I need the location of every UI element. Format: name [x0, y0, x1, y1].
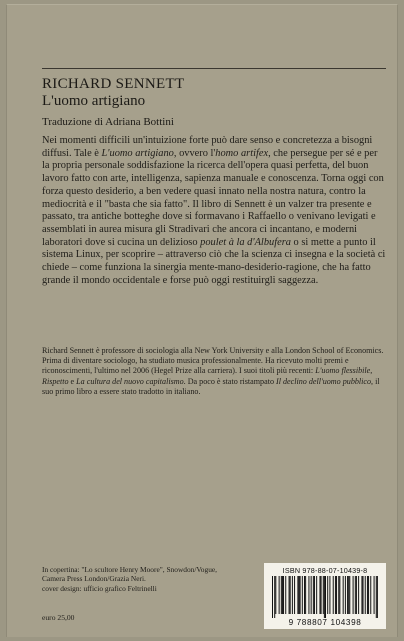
barcode-bar — [313, 576, 314, 614]
barcode-bar — [316, 576, 317, 614]
bio-segment: . Da poco è stato ristampato — [183, 376, 277, 386]
blurb-segment: L'uomo artigiano — [101, 147, 174, 159]
barcode-bar — [319, 576, 320, 614]
bio-segment: La cultura del nuovo capitalismo — [76, 376, 184, 386]
barcode-bar — [300, 576, 301, 614]
barcode-icon — [272, 576, 378, 618]
barcode-bar — [329, 576, 330, 614]
top-rule — [42, 68, 386, 69]
barcode-bar — [336, 576, 337, 614]
price-label: euro 25,00 — [42, 613, 75, 622]
barcode-bar — [376, 576, 377, 618]
barcode-bar — [339, 576, 340, 614]
blurb-segment: poulet à la d'Albufera — [200, 236, 291, 248]
barcode-bar — [314, 576, 315, 614]
bio-segment: Rispetto — [42, 376, 69, 386]
barcode-bar — [349, 576, 350, 614]
blurb-text — [42, 135, 387, 287]
barcode-bar — [333, 576, 334, 614]
barcode-bar — [367, 576, 368, 614]
barcode-bar — [347, 576, 348, 614]
barcode-bar — [297, 576, 298, 614]
barcode-bar — [282, 576, 283, 614]
barcode-bar — [305, 576, 306, 614]
bio-segment: , — [370, 366, 373, 376]
barcode-bar — [294, 576, 295, 614]
barcode-bar — [324, 576, 325, 618]
translator-credit: Traduzione di Adriana Bottini — [42, 116, 174, 128]
book-title: L'uomo artigiano — [42, 93, 146, 109]
bio-segment: e — [68, 376, 77, 386]
barcode-bar — [363, 576, 364, 614]
barcode-bar — [302, 576, 303, 614]
isbn-label: ISBN 978-88-07-10439-8 — [282, 566, 368, 575]
barcode-bar — [370, 576, 371, 614]
blurb-segment: homo artifex — [215, 147, 269, 159]
barcode-bar — [308, 576, 309, 614]
barcode-bar — [338, 576, 339, 614]
barcode-bar — [335, 576, 336, 614]
credit-line: In copertina: "Lo scultore Henry Moore", Snowdon/Vogue, — [42, 565, 218, 574]
barcode-bar — [281, 576, 282, 614]
barcode-bar — [272, 576, 273, 618]
barcode-bar — [279, 576, 280, 614]
credit-line: cover design: ufficio grafico Feltrinelli — [42, 583, 157, 593]
barcode-bar — [345, 576, 346, 614]
barcode-bar — [274, 576, 275, 618]
cover-credits — [42, 565, 272, 593]
barcode-bar — [358, 576, 359, 614]
barcode-bar — [299, 576, 300, 614]
isbn-barcode — [264, 563, 386, 629]
barcode-bar — [292, 576, 293, 614]
barcode-bar — [304, 576, 305, 614]
barcode-bar — [283, 576, 284, 614]
barcode-bar — [275, 576, 276, 614]
author-bio — [42, 346, 388, 397]
blurb-segment: , ovvero l' — [173, 147, 216, 159]
barcode-bar — [361, 576, 362, 614]
barcode-bar — [290, 576, 291, 614]
barcode-bar — [353, 576, 354, 614]
barcode-bar — [321, 576, 322, 614]
blurb-segment: , che persegue per sé e per la propria personale soddisfazione la ricerca dell'opera quasi perfetta, del buon lavoro fatto con arte, intelligenza, sapienza manuale e conoscenza. Torna oggi con forza questo desiderio, a ben vedere quasi innato nella nostra natura, contro la mediocrità e il "basta che sia fatto". Il libro di Sennett è un valzer tra presente e passato, tra antiche botteghe dove si formavano i Raffaello o venivano levigati e assemblati in aurea misura gli Stradivari che ancora ci incantano, e moderni laboratori dove si cucina un delizioso — [42, 147, 384, 248]
bio-segment: , il suo primo libro a essere stato tradotto in italiano. — [42, 376, 380, 396]
barcode-bar — [285, 576, 286, 614]
barcode-bar — [368, 576, 369, 614]
barcode-bar — [365, 576, 366, 614]
barcode-bar — [327, 576, 328, 614]
bio-segment: Il declino dell'uomo pubblico — [276, 376, 372, 386]
blurb-segment: Nei momenti difficili un'intuizione forte può dare senso e concretezza a bisogni diffusi. Tale è — [42, 135, 373, 159]
author-name: RICHARD SENNETT — [42, 76, 185, 92]
barcode-bar — [348, 576, 349, 614]
barcode-bar — [355, 576, 356, 614]
credit-line: Camera Press London/Grazia Neri. — [42, 574, 146, 584]
barcode-bar — [374, 576, 375, 614]
bio-segment: L'uomo flessibile — [315, 366, 371, 376]
barcode-bar — [356, 576, 357, 614]
barcode-digits: 9 788807 104398 — [288, 618, 362, 627]
barcode-bar — [325, 576, 326, 618]
barcode-bar — [311, 576, 312, 614]
bio-segment: Richard Sennett è professore di sociologia alla New York University e alla London School of Economics. Prima di diventare sociologo, ha studiato musica professionalmente. Ha ricevuto molti premi e riconoscimenti, l'ultimo nel 2006 (Hegel Prize alla carriera). I suoi titoli più recenti: — [42, 346, 384, 376]
barcode-bar — [343, 576, 344, 614]
barcode-bar — [323, 576, 324, 614]
barcode-bar — [289, 576, 290, 614]
barcode-bar — [377, 576, 378, 618]
blurb-segment: o si mette a punto il sistema Linux, per scoprire – attraverso ciò che la scienza ci insegna e la società ci chiede – come funziona la sinergia mente-mano-desiderio-ragione, che ha fatto grande il mondo occidentale e forse può oggi restituirgli saggezza. — [42, 236, 386, 286]
